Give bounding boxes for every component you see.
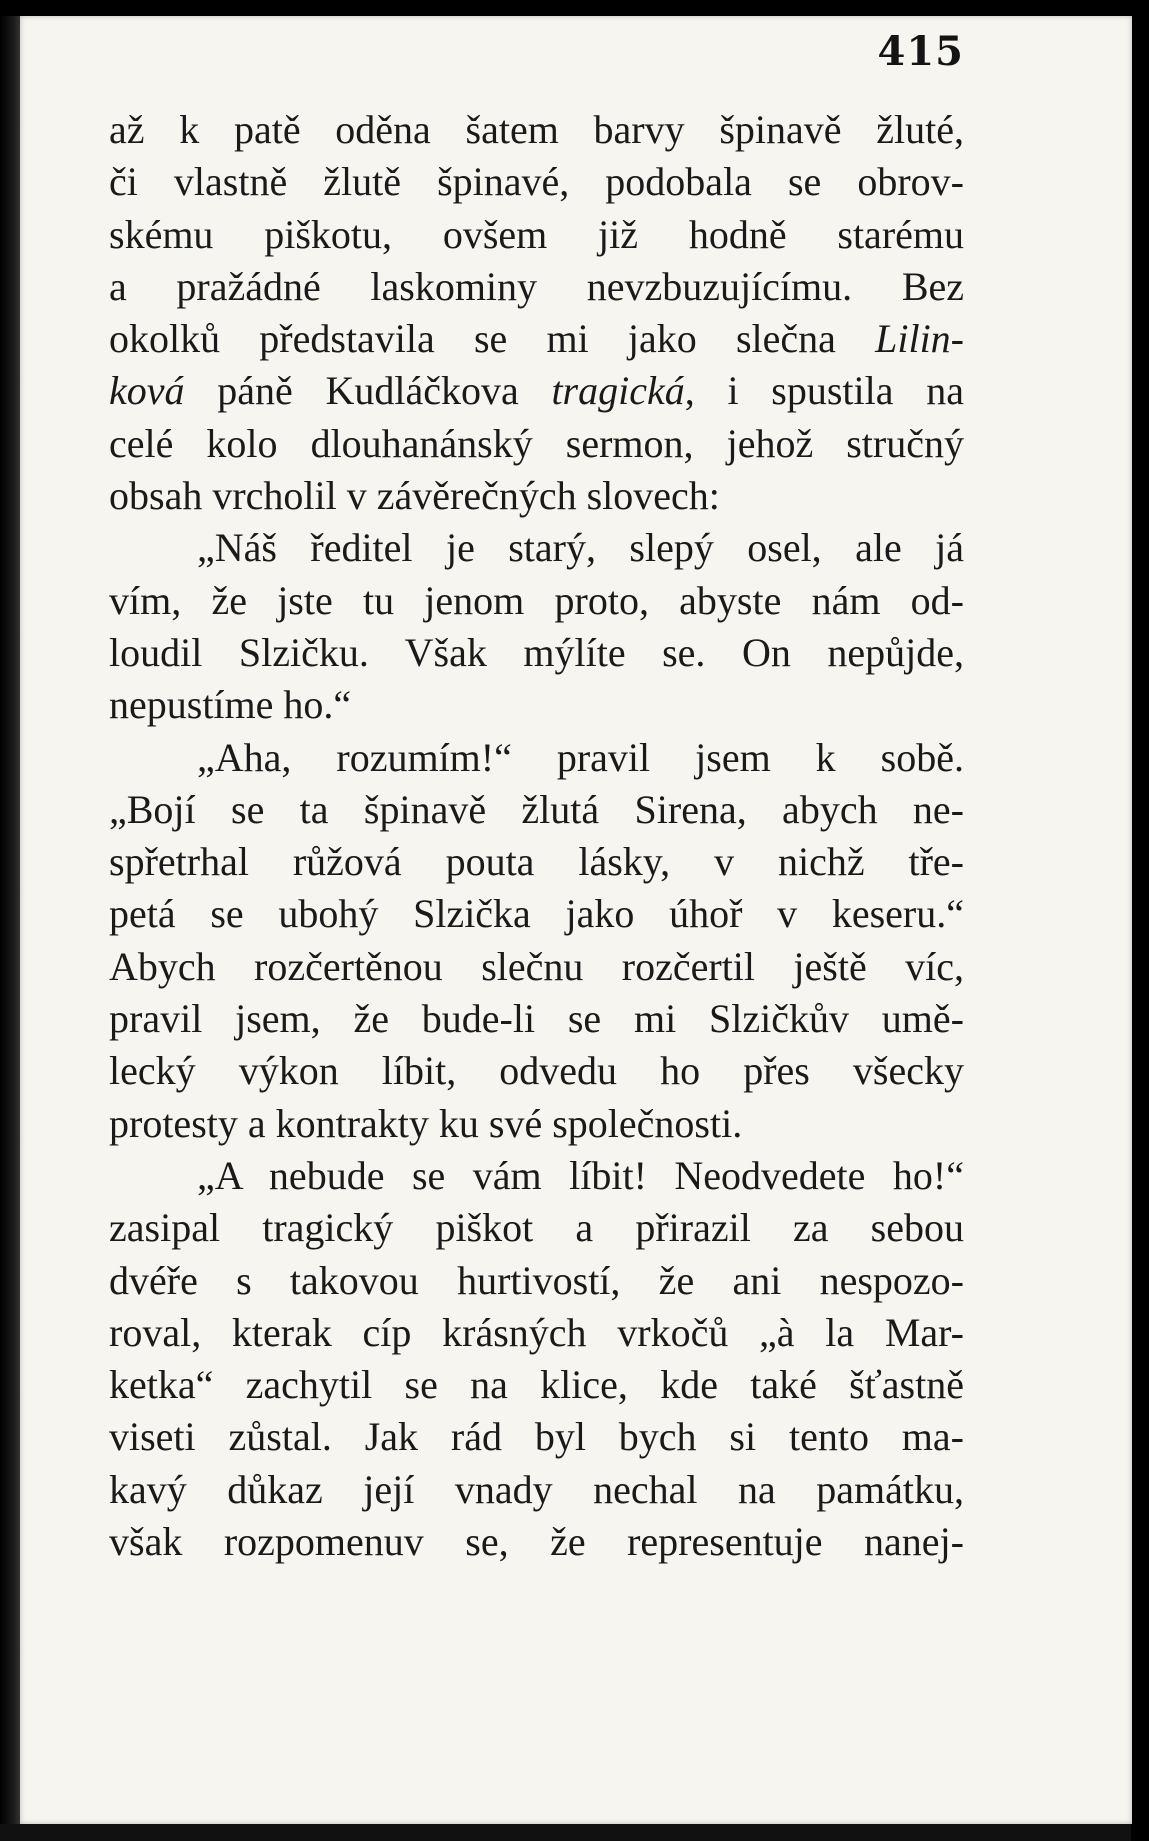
text-segment: a pražádné laskominy nevzbuzujícímu. Bez: [109, 263, 964, 309]
text-line: [109, 627, 964, 679]
body-text: [109, 104, 964, 1568]
text-segment: či vlastně žlutě špinavé, podobala se obrov-: [109, 159, 964, 205]
text-line: [109, 1516, 964, 1568]
text-segment: však rozpomenuv se, že representuje nanej-: [109, 1519, 964, 1565]
text-line: [109, 941, 964, 993]
text-line: [109, 1307, 964, 1359]
text-line: [109, 732, 964, 784]
text-segment: viseti zůstal. Jak rád byl bych si tento ma-: [109, 1414, 964, 1460]
text-line: [109, 1098, 964, 1150]
text-segment: „A nebude se vám líbit! Neodvedete ho!“: [197, 1152, 964, 1198]
text-segment: dvéře s takovou hurtivostí, že ani nespozo-: [109, 1257, 964, 1303]
italic-text-segment: Lilin-: [875, 316, 964, 362]
text-line: [109, 1359, 964, 1411]
text-segment: spřetrhal růžová pouta lásky, v nichž tře-: [109, 839, 964, 885]
text-line: [109, 104, 964, 156]
text-line: [109, 365, 964, 417]
text-segment: Abych rozčertěnou slečnu rozčertil ještě víc,: [109, 943, 964, 989]
text-line: [109, 1045, 964, 1097]
italic-text-segment: tragická: [551, 368, 685, 414]
text-line: [109, 1464, 964, 1516]
text-line: [109, 888, 964, 940]
text-segment: , i spustila na: [684, 368, 964, 414]
text-segment: „Aha, rozumím!“ pravil jsem k sobě.: [197, 734, 964, 780]
text-segment: až k patě oděna šatem barvy špinavě žluté,: [109, 107, 964, 152]
text-segment: „Náš ředitel je starý, slepý osel, ale já: [197, 525, 964, 571]
text-segment: protesty a kontrakty ku své společnosti.: [109, 1100, 743, 1146]
scan-right-border: [1131, 0, 1149, 1841]
text-segment: páně Kudláčkova: [184, 368, 552, 414]
text-segment: nepustíme ho.“: [109, 682, 352, 728]
text-segment: ketka“ zachytil se na klice, kde také šťastně: [109, 1362, 964, 1408]
text-line: [109, 313, 964, 365]
page-number: 415: [877, 28, 964, 75]
text-line: [109, 836, 964, 888]
text-line: [109, 1202, 964, 1254]
scan-left-border: [0, 16, 22, 1824]
text-line: [109, 1255, 964, 1307]
text-segment: obsah vrcholil v závěrečných slovech:: [109, 473, 720, 519]
text-segment: vím, že jste tu jenom proto, abyste nám od-: [109, 577, 964, 623]
text-segment: skému piškotu, ovšem již hodně starému: [109, 211, 964, 257]
text-line: [109, 261, 964, 313]
italic-text-segment: ková: [109, 368, 185, 414]
text-segment: petá se ubohý Slzička jako úhoř v keseru.“: [109, 891, 964, 937]
text-line: [109, 209, 964, 261]
text-segment: „Bojí se ta špinavě žlutá Sirena, abych ne-: [109, 786, 964, 832]
text-line: [109, 470, 964, 522]
text-line: [109, 1411, 964, 1463]
text-line: [109, 575, 964, 627]
text-line: [109, 522, 964, 574]
text-segment: lecký výkon líbit, odvedu ho přes všecky: [109, 1048, 964, 1094]
text-line: [109, 1150, 964, 1202]
text-line: [109, 679, 964, 731]
text-segment: celé kolo dlouhanánský sermon, jehož stručný: [109, 420, 964, 466]
text-line: [109, 418, 964, 470]
text-segment: roval, kterak cíp krásných vrkočů „à la Mar-: [109, 1309, 964, 1355]
text-line: [109, 993, 964, 1045]
text-segment: loudil Slzičku. Však mýlíte se. On nepůjde,: [109, 629, 964, 675]
text-line: [109, 784, 964, 836]
text-segment: kavý důkaz její vnady nechal na památku,: [109, 1466, 964, 1512]
text-segment: pravil jsem, že bude-li se mi Slzičkův umě-: [109, 996, 964, 1042]
text-segment: zasipal tragický piškot a přirazil za sebou: [109, 1205, 964, 1251]
text-segment: okolků představila se mi jako slečna: [109, 316, 876, 362]
text-line: [109, 156, 964, 208]
